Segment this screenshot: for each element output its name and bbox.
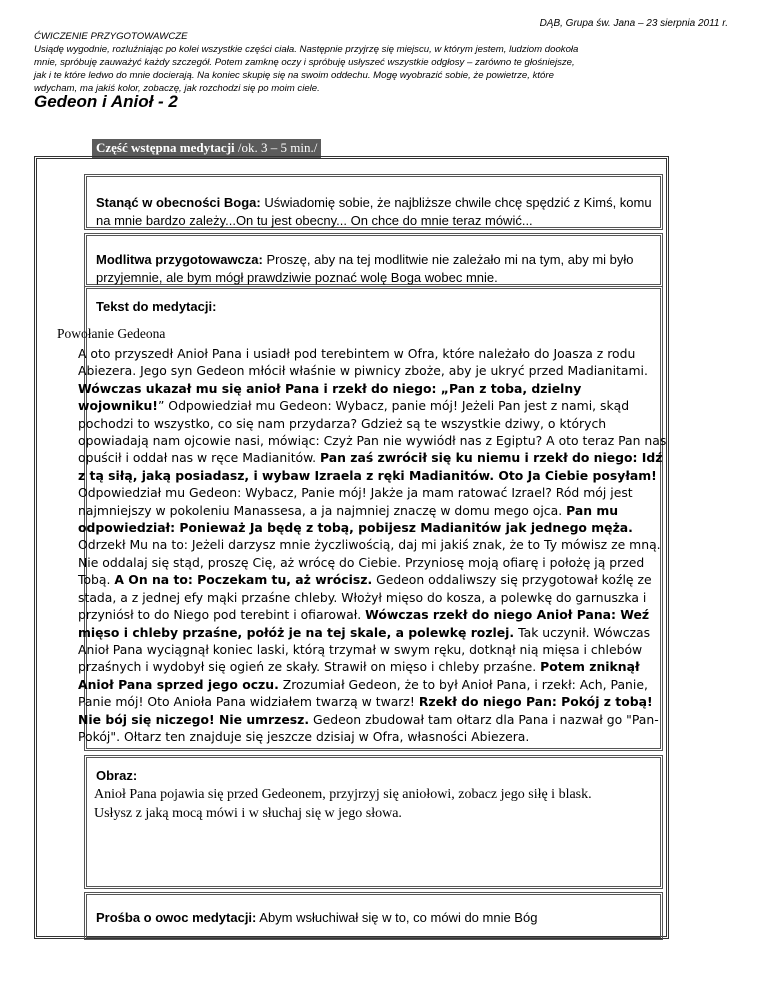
image-line: Anioł Pana pojawia się przed Gedeonem, przyjrzyj się aniołowi, zobacz jego siłę i blask. (94, 787, 592, 802)
image-text (94, 785, 654, 823)
story-part: Odrzekł Mu na to: Jeżeli darzysz mnie życzliwością, daj mi jakiś znak, że to Ty mówisz ze mną. Nie oddalaj się stąd, proszę Cię, aż wrócę do Ciebie. Przyniosę moją ofiarę i położę ją przed Tobą. (78, 537, 661, 588)
section-time: /ok. 3 – 5 min./ (234, 140, 318, 155)
story-bold-part: Wówczas ukazał mu się anioł Pana i rzekł do niego: „Pan z toba, dzielny wojowniku! (78, 380, 582, 414)
story-bold-part: A On na to: Poczekam tu, aż wrócisz. (114, 572, 373, 588)
story-heading: Powołanie Gedeona (57, 326, 166, 341)
exercise-line: mnie, spróbuję zauważyć każdy szczegół. Potem zamknę oczy i spróbuję usłyszeć wszystkie odgłosy – zarówno te głośniejsze, (34, 57, 575, 68)
header-date: DĄB, Grupa św. Jana – 23 sierpnia 2011 r. (539, 18, 728, 29)
prayer-text: Proszę, aby na tej modlitwie nie zależało mi na tym, aby mi było przyjemnie, ale bym mógł prawdziwie poznać wolę Boga wobec mnie. (96, 252, 634, 285)
story-bold-part: Rzekł do niego Pan: Pokój z tobą! Nie bój się niczego! Nie umrzesz. (78, 694, 653, 727)
story-part: Odpowiedział mu Gedeon: Wybacz, Panie mój! Jakże ja mam ratować Izrael? Ród mój jest najmniejszy w pokoleniu Manassesa, a ja najmniej znaczę w domu mego ojca. (78, 485, 633, 518)
exercise-title: ĆWICZENIE PRZYGOTOWAWCZE (34, 31, 188, 42)
image-label: Obraz: (96, 768, 138, 783)
story-part: Tak uczynił. Wówczas Anioł Pana wyciągnął koniec laski, którą trzymał w swym ręku, dotknął nią mięsa i chlebów przaśnych i wydobył się ogień ze skały. Strawił on mięso i chleby przaśne. (78, 624, 651, 675)
presence-text: Uświadomię sobie, że najbliższe chwile chcę spędzić z Kimś, komu na mnie bardzo zależy...On tu jest obecny... On chce do mnie teraz mówić... (96, 195, 652, 228)
prayer-label: Modlitwa przygotowawcza: (96, 252, 263, 267)
page-title: Gedeon i Anioł - 2 (34, 92, 178, 111)
presence-box (84, 174, 663, 230)
section-label-text: Część wstępna medytacji (96, 140, 235, 155)
story-part: Gedeon zbudował tam ołtarz dla Pana i nazwał go "Pan-Pokój". Ołtarz ten znajduje się jeszcze dzisiaj w Ofra, własności Abiezera. (78, 711, 659, 744)
story-part: ” Odpowiedział mu Gedeon: Wybacz, panie mój! Jeżeli Pan jest z nami, skąd pochodzi to wszystko, co się nam przydarza? Gdzież są te wszystkie dziwy, o których opowiadają nam ojcowie nasi, mówiąc: Czyż Pan nie wywiódł nas z Egiptu? A oto teraz Pan nas opuścił i oddał nas w ręce Madianitów. (78, 398, 667, 466)
presence-label: Stanąć w obecności Boga: (96, 195, 261, 210)
story-bold-part: Pan zaś zwrócił się ku niemu i rzekł do niego: Idź z tą siłą, jaką posiadasz, i wybaw Izraela z ręki Madianitów. Oto Ja Ciebie posyłam! (78, 450, 663, 483)
story-bold-part: Pan mu odpowiedział: Ponieważ Ja będę z tobą, pobijesz Madianitów jak jednego męża. (78, 502, 633, 536)
image-box (84, 755, 663, 889)
fruit-box (84, 892, 663, 940)
story-part: Zrozumiał Gedeon, że to był Anioł Pana, i rzekł: Ach, Panie, Panie mój! Oto Anioła Pana widziałem twarzą w twarz! (78, 676, 648, 710)
story-text (78, 345, 670, 745)
preparatory-exercise (34, 30, 734, 95)
story-bold-part: Wówczas rzekł do niego Anioł Pana: Weź mięso i chleby przaśne, połóż je na tej skale, a polewkę rozlej. (78, 607, 650, 640)
prayer-box (84, 233, 663, 287)
story-part: A oto przyszedł Anioł Pana i usiadł pod terebintem w Ofra, które należało do Joasza z rodu Abiezera. Jego syn Gedeon młócił właśnie w piwnicy zboże, aby je ukryć przed Madianitami. (78, 346, 648, 379)
text-label: Tekst do medytacji: (96, 299, 217, 314)
exercise-line: jak i te które ledwo do mnie docierają. Na koniec skupię się na swoim oddechu. Mogę wyobrazić sobie, że powietrze, które (34, 70, 554, 81)
story-bold-part: Potem zniknął Anioł Pana sprzed jego oczu. (78, 659, 640, 692)
exercise-line: Usiądę wygodnie, rozluźniając po kolei wszystkie części ciała. Następnie przyjrzę się miejscu, w którym jestem, ludziom dookoła (34, 44, 579, 55)
fruit-label: Prośba o owoc medytacji: (96, 910, 257, 925)
fruit-text: Abym wsłuchiwał się w to, co mówi do mnie Bóg (256, 910, 538, 925)
image-line: Usłysz z jaką mocą mówi i w słuchaj się w jego słowa. (94, 806, 402, 821)
exercise-line: wdycham, ma jakiś kolor, zobaczę, jak rozchodzi się po moim ciele. (34, 83, 320, 94)
story-part: Gedeon oddaliwszy się przygotował koźlę ze stada, a z jednej efy mąki przaśne chleby. Włożył mięso do kosza, a polewkę do garnuszka i przyniósł to do Niego pod terebint i ofiarował. (78, 572, 652, 623)
